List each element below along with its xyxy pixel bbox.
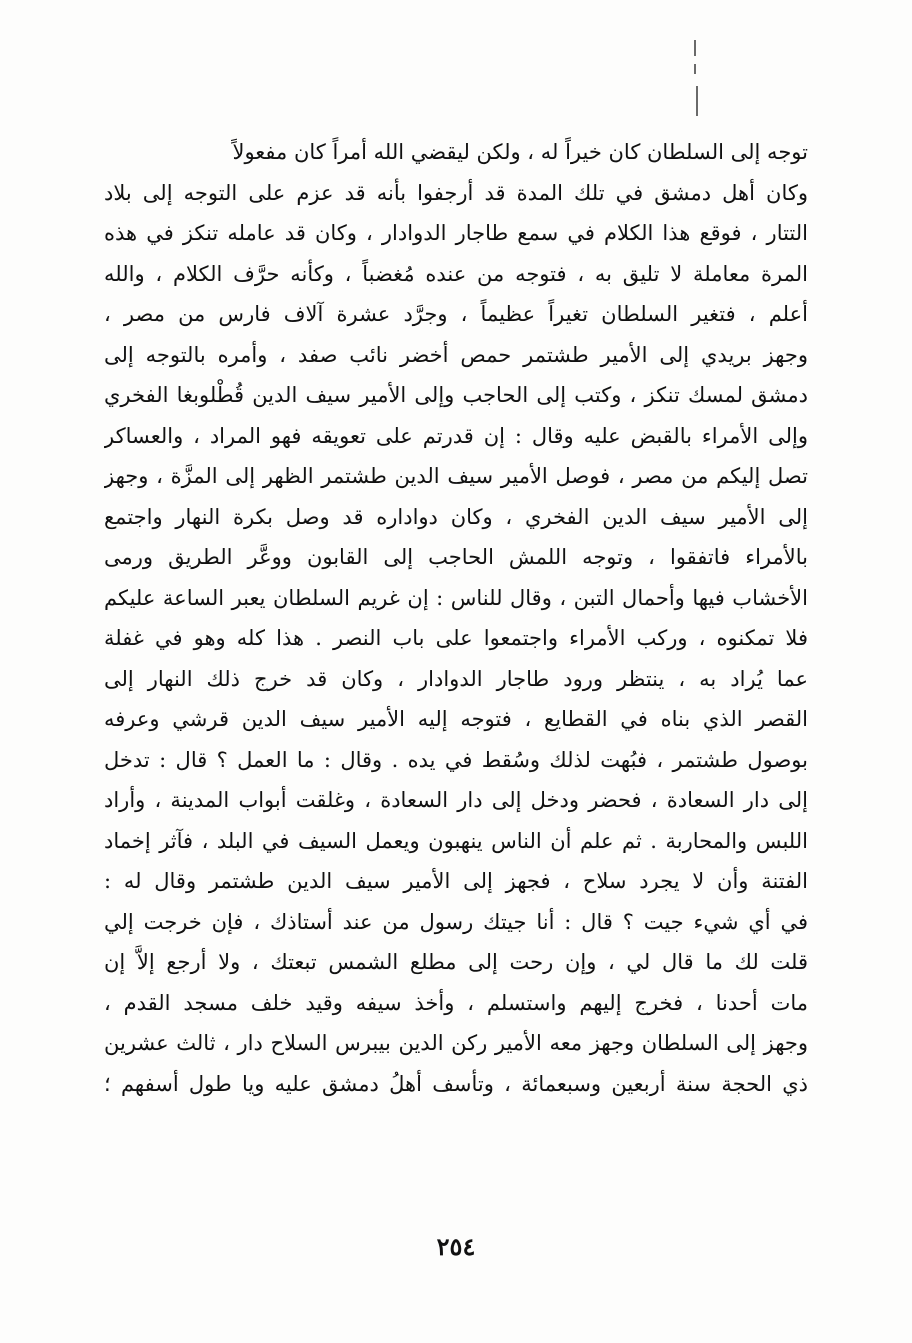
- text-line: الأخشاب فيها وأحمال التبن ، وقال للناس : إن غريم السلطان يعبر الساعة عليكم: [104, 585, 808, 610]
- text-line: دمشق لمسك تنكز ، وكتب إلى الحاجب وإلى الأمير سيف الدين قُطْلوبغا الفخري: [104, 383, 808, 407]
- text-line: بالأمراء فاتفقوا ، وتوجه اللمش الحاجب إلى القابون ووعَّر الطريق ورمى: [104, 545, 808, 569]
- text-line: أعلم ، فتغير السلطان تغيراً عظيماً ، وجرَّد عشرة آلاف فارس من مصر ،: [104, 302, 808, 326]
- body-text: [104, 132, 808, 1104]
- text-line: قلت لك ما قال لي ، وإن رحت إلى مطلع الشمس تبعتك ، ولا أرجع إلاَّ إن: [104, 950, 808, 974]
- text-line: إلى دار السعادة ، فحضر ودخل إلى دار السعادة ، وغلقت أبواب المدينة ، وأراد: [104, 788, 808, 812]
- text-line: إلى الأمير سيف الدين الفخري ، وكان دواداره قد وصل بكرة النهار واجتمع: [104, 504, 808, 529]
- scan-artifact-mark: [694, 40, 696, 56]
- text-line: وإلى الأمراء بالقبض عليه وقال : إن قدرتم على تعويقه فهو المراد ، والعساكر: [104, 423, 808, 448]
- text-line: المرة معاملة لا تليق به ، فتوجه من عنده مُغضباً ، وكأنه حرَّف الكلام ، والله: [104, 261, 808, 286]
- text-line: في أي شيء جيت ؟ قال : أنا جيتك رسول من عند أستاذك ، فإن خرجت إلي: [104, 909, 808, 934]
- text-line: توجه إلى السلطان كان خيراً له ، ولكن ليقضي الله أمراً كان مفعولاً: [232, 140, 808, 164]
- text-line: بوصول طشتمر ، فبُهت لذلك وسُقط في يده . وقال : ما العمل ؟ قال : تدخل: [104, 747, 808, 772]
- text-line: فلا تمكنوه ، وركب الأمراء واجتمعوا على باب النصر . هذا كله وهو في غفلة: [104, 626, 808, 650]
- text-line: القصر الذي بناه في القطايع ، فتوجه إليه الأمير سيف الدين قرشي وعرفه: [104, 707, 808, 731]
- text-line: تصل إليكم من مصر ، فوصل الأمير سيف الدين طشتمر الظهر إلى المزَّة ، وجهز: [104, 464, 808, 488]
- text-line: اللبس والمحاربة . ثم علم أن الناس ينهبون ويعمل السيف في البلد ، فآثر إخماد: [104, 828, 808, 853]
- text-line: التتار ، فوقع هذا الكلام في سمع طاجار الدوادار ، وكان قد عامله تنكز في هذه: [104, 221, 808, 245]
- page-number: ٢٥٤: [436, 1232, 476, 1261]
- text-line: وكان أهل دمشق في تلك المدة قد أرجفوا بأنه قد عزم على التوجه إلى بلاد: [104, 180, 808, 205]
- text-line: عما يُراد به ، ينتظر ورود طاجار الدوادار ، وكان قد خرج ذلك النهار إلى: [104, 666, 808, 691]
- text-line: وجهز إلى السلطان وجهز معه الأمير ركن الدين بيبرس السلاح دار ، ثالث عشرين: [104, 1031, 808, 1055]
- text-line: وجهز بريدي إلى الأمير طشتمر حمص أخضر نائب صفد ، وأمره بالتوجه إلى: [104, 342, 808, 367]
- scan-artifact-mark: [694, 64, 696, 74]
- scan-artifact-mark: [696, 86, 698, 116]
- text-line: الفتنة وأن لا يجرد سلاح ، فجهز إلى الأمير سيف الدين طشتمر وقال له :: [104, 869, 808, 893]
- text-line: ذي الحجة سنة أربعين وسبعمائة ، وتأسف أهلُ دمشق عليه ويا طول أسفهم ؛: [104, 1071, 808, 1096]
- text-line: مات أحدنا ، فخرج إليهم واستسلم ، وأخذ سيفه وقيد خلف مسجد القدم ،: [104, 990, 808, 1015]
